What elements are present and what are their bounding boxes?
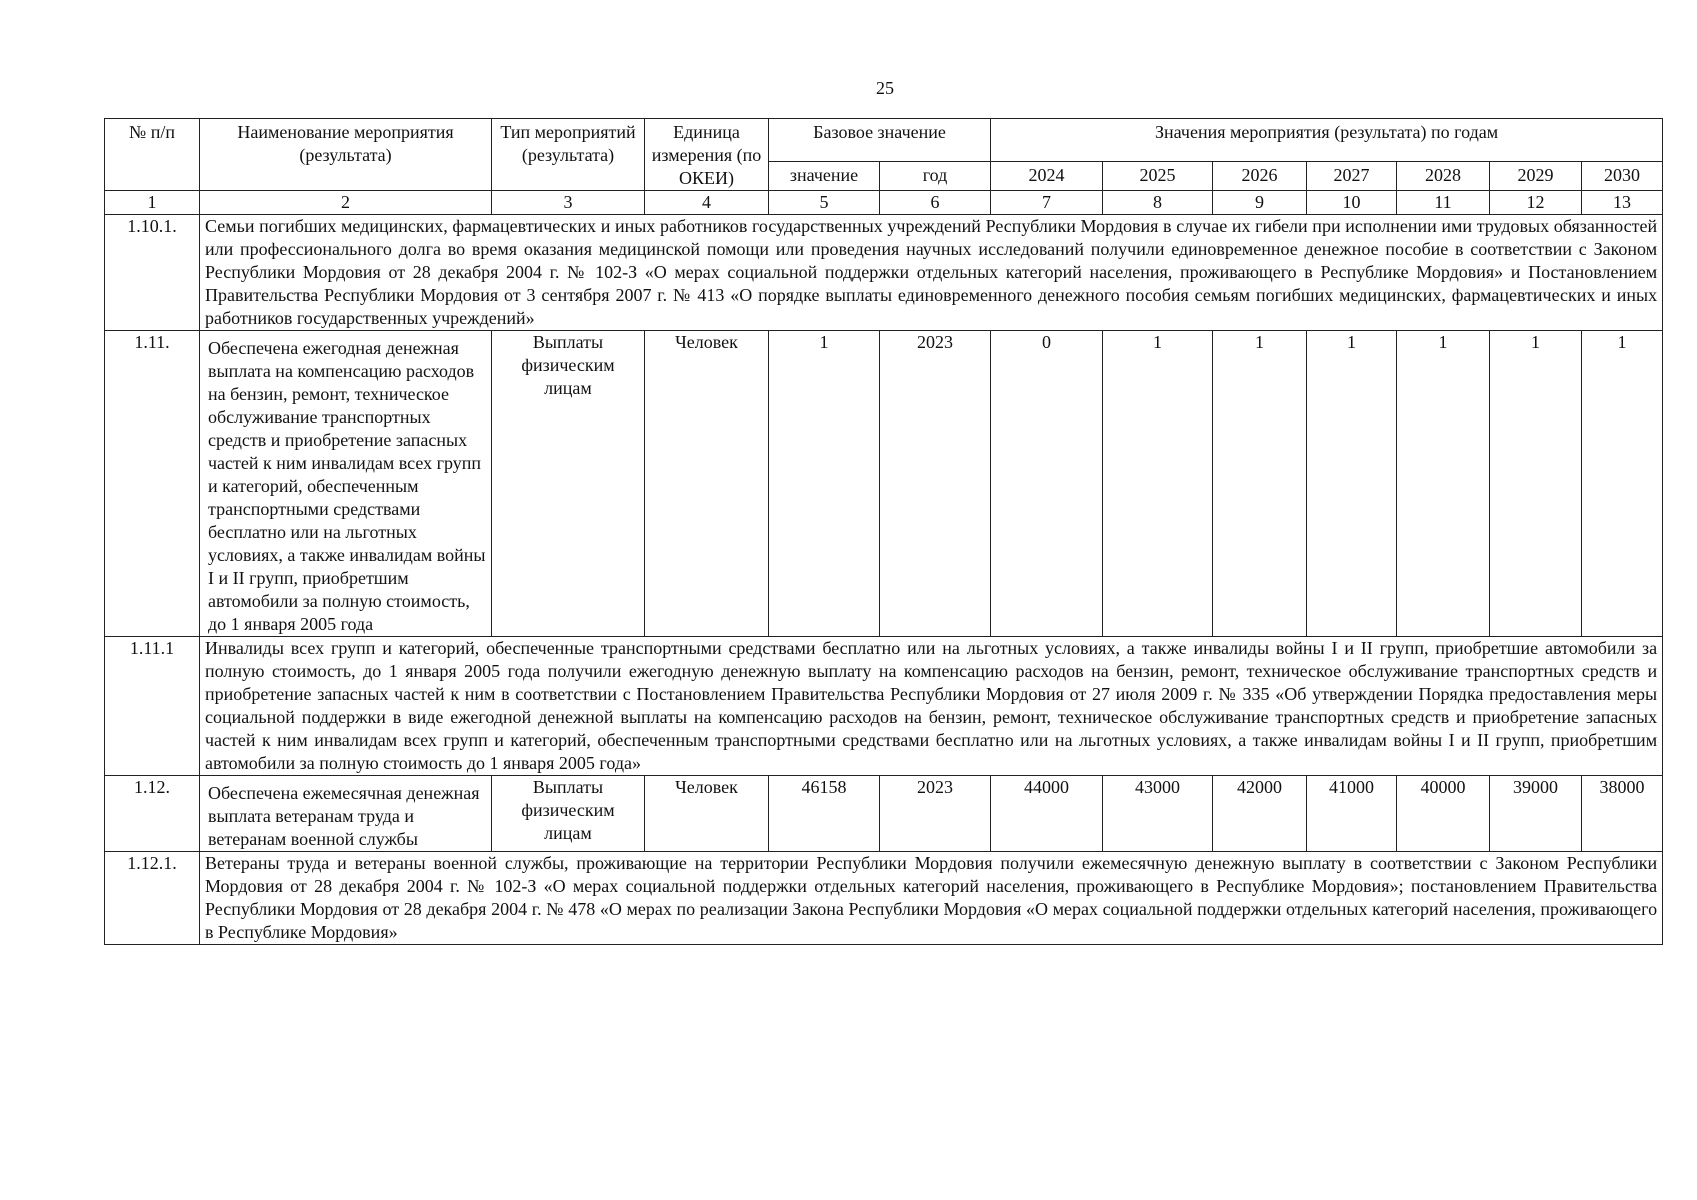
table-row-1-11-1 <box>105 637 1663 776</box>
header-year: 2026 <box>1213 162 1307 191</box>
table-row-1-10-1 <box>105 215 1663 331</box>
row-unit: Человек <box>645 776 769 852</box>
row-year-value: 0 <box>991 331 1103 637</box>
header-year: 2025 <box>1103 162 1213 191</box>
row-year-value: 43000 <box>1103 776 1213 852</box>
column-number: 8 <box>1103 191 1213 215</box>
row-year-value: 40000 <box>1397 776 1490 852</box>
row-code: 1.10.1. <box>105 215 200 331</box>
header-year: 2029 <box>1490 162 1582 191</box>
results-table <box>104 118 1663 945</box>
table-row-1-12 <box>105 776 1663 852</box>
row-code: 1.11. <box>105 331 200 637</box>
row-year-value: 44000 <box>991 776 1103 852</box>
column-number: 5 <box>769 191 880 215</box>
column-number: 2 <box>200 191 492 215</box>
header-row-top <box>105 119 1663 162</box>
header-base-value: значение <box>769 162 880 191</box>
column-number: 13 <box>1582 191 1663 215</box>
row-name: Обеспечена ежегодная денежная выплата на компенсацию расходов на бензин, ремонт, техническое обслуживание транспортных средств и приобретение запасных частей к ним инвалидам всех групп и категорий, обеспеченным транспортными средствами бесплатно или на льготных условиях, а также инвалидам войны I и II групп, приобретшим автомобили за полную стоимость, до 1 января 2005 года <box>200 331 492 637</box>
row-type: Выплаты физическим лицам <box>492 331 645 637</box>
row-unit: Человек <box>645 331 769 637</box>
row-description: Семьи погибших медицинских, фармацевтических и иных работников государственных учреждений Республики Мордовия в случае их гибели при исполнении ими трудовых обязанностей или профессионального долга во время оказания медицинской помощи или проведения научных исследований получили единовременное денежное пособие в соответствии с Законом Республики Мордовия от 28 декабря 2004 г. № 102-З «О мерах социальной поддержки отдельных категорий населения, проживающего в Республике Мордовия» и Постановлением Правительства Республики Мордовия от 3 сентября 2007 г. № 413 «О порядке выплаты единовременного денежного пособия семьям погибших медицинских, фармацевтических и иных работников государственных учреждений» <box>200 215 1663 331</box>
header-year: 2027 <box>1307 162 1397 191</box>
header-by-years: Значения мероприятия (результата) по годам <box>991 119 1663 162</box>
row-code: 1.12. <box>105 776 200 852</box>
row-type: Выплаты физическим лицам <box>492 776 645 852</box>
header-year: 2030 <box>1582 162 1663 191</box>
row-base-value: 46158 <box>769 776 880 852</box>
column-number: 1 <box>105 191 200 215</box>
column-number: 12 <box>1490 191 1582 215</box>
row-base-year: 2023 <box>880 331 991 637</box>
row-base-year: 2023 <box>880 776 991 852</box>
column-number: 7 <box>991 191 1103 215</box>
row-year-value: 39000 <box>1490 776 1582 852</box>
row-code: 1.12.1. <box>105 852 200 945</box>
header-type: Тип мероприятий (результата) <box>492 119 645 191</box>
row-year-value: 1 <box>1397 331 1490 637</box>
column-number: 3 <box>492 191 645 215</box>
row-base-value: 1 <box>769 331 880 637</box>
table-row-1-12-1 <box>105 852 1663 945</box>
table-row-1-11 <box>105 331 1663 637</box>
header-num: № п/п <box>105 119 200 191</box>
row-year-value: 1 <box>1307 331 1397 637</box>
row-year-value: 1 <box>1490 331 1582 637</box>
row-description: Ветераны труда и ветераны военной службы, проживающие на территории Республики Мордовия получили ежемесячную денежную выплату в соответствии с Законом Республики Мордовия от 28 декабря 2004 г. № 102-З «О мерах социальной поддержки отдельных категорий населения, проживающего в Республике Мордовия»; постановлением Правительства Республики Мордовия от 28 декабря 2004 г. № 478 «О мерах по реализации Закона Республики Мордовия «О мерах социальной поддержки отдельных категорий населения, проживающего в Республике Мордовия» <box>200 852 1663 945</box>
header-base-year: год <box>880 162 991 191</box>
row-code: 1.11.1 <box>105 637 200 776</box>
header-name: Наименование мероприятия (результата) <box>200 119 492 191</box>
header-base: Базовое значение <box>769 119 991 162</box>
row-year-value: 42000 <box>1213 776 1307 852</box>
row-year-value: 1 <box>1213 331 1307 637</box>
column-number: 6 <box>880 191 991 215</box>
column-number: 9 <box>1213 191 1307 215</box>
row-name: Обеспечена ежемесячная денежная выплата ветеранам труда и ветеранам военной службы <box>200 776 492 852</box>
row-year-value: 38000 <box>1582 776 1663 852</box>
row-year-value: 1 <box>1582 331 1663 637</box>
row-description: Инвалиды всех групп и категорий, обеспеченные транспортными средствами бесплатно или на льготных условиях, а также инвалиды войны I и II групп, приобретшие автомобили за полную стоимость, до 1 января 2005 года получили ежегодную денежную выплату на компенсацию расходов на бензин, ремонт, техническое обслуживание транспортных средств и приобретение запасных частей к ним в соответствии с Постановлением Правительства Республики Мордовия от 27 июля 2009 г. № 335 «Об утверждении Порядка предоставления меры социальной поддержки в виде ежегодной денежной выплаты на компенсацию расходов на бензин, ремонт, техническое обслуживание транспортных средств и приобретение запасных частей к ним инвалидам всех групп и категорий, обеспеченным транспортными средствами бесплатно или на льготных условиях, а также инвалидам войны I и II групп, приобретшим автомобили за полную стоимость до 1 января 2005 года» <box>200 637 1663 776</box>
column-number: 10 <box>1307 191 1397 215</box>
header-year: 2024 <box>991 162 1103 191</box>
column-number: 11 <box>1397 191 1490 215</box>
header-year: 2028 <box>1397 162 1490 191</box>
column-numbers-row <box>105 191 1663 215</box>
page-number: 25 <box>876 78 894 98</box>
row-year-value: 1 <box>1103 331 1213 637</box>
header-unit: Единица измерения (по ОКЕИ) <box>645 119 769 191</box>
row-year-value: 41000 <box>1307 776 1397 852</box>
column-number: 4 <box>645 191 769 215</box>
